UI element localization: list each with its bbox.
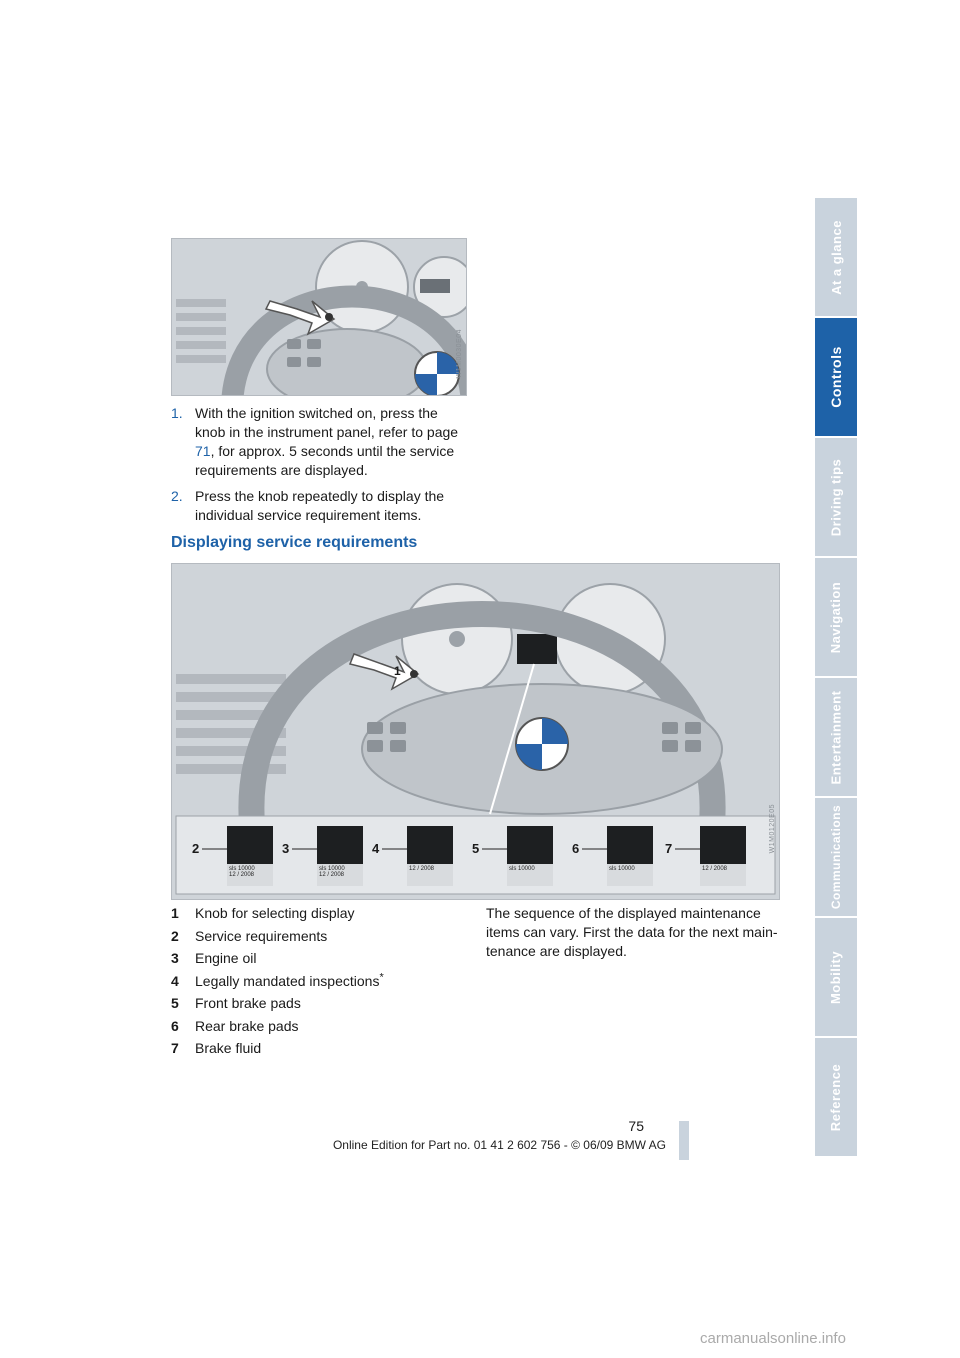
display-4-text	[409, 866, 453, 872]
display-line: sls 10000	[229, 866, 255, 872]
figure-code: W1M0120E05	[769, 804, 776, 854]
footer-edition: Online Edition for Part no. 01 41 2 602 756 - © 06/09 BMW AG	[332, 1138, 666, 1152]
display-line: sls 10000	[509, 866, 535, 872]
callout-1: 1	[394, 664, 401, 678]
tab-at-a-glance[interactable]	[815, 198, 857, 316]
legend-number: 7	[171, 1040, 179, 1056]
instruction-steps	[171, 404, 461, 532]
step-item	[171, 404, 461, 480]
tab-label: Navigation	[828, 581, 844, 653]
legend-label: Front brake pads	[195, 995, 301, 1011]
display-6-text	[609, 866, 653, 872]
legend-label: Rear brake pads	[195, 1017, 299, 1034]
display-line: sls 10000	[319, 866, 345, 872]
legend-item	[171, 994, 471, 1013]
display-number: 5	[472, 841, 480, 856]
step-text-a: With the ignition switched on, press the knob in the instrument panel, refer to page	[195, 405, 459, 440]
legend-label: Knob for selecting display	[195, 905, 355, 921]
figure-knob-location	[171, 238, 467, 396]
page-number: 75	[628, 1118, 644, 1134]
steering-wheel-illustration	[172, 239, 466, 395]
step-number: 1.	[171, 405, 183, 421]
watermark: carmanualsonline.info	[700, 1330, 846, 1347]
tab-label: Mobility	[828, 950, 844, 1004]
tab-label: Controls	[828, 346, 844, 408]
display-number: 6	[572, 841, 580, 856]
tab-communications[interactable]	[815, 798, 857, 916]
tab-entertainment[interactable]	[815, 678, 857, 796]
chapter-tabs	[815, 198, 857, 1158]
display-5-text	[509, 866, 553, 872]
tab-label: Entertainment	[828, 690, 844, 784]
tab-label: Driving tips	[828, 458, 844, 536]
tab-navigation[interactable]	[815, 558, 857, 676]
legend-number: 2	[171, 927, 179, 944]
step-text	[195, 404, 461, 480]
tab-label: Communications	[829, 804, 843, 910]
display-number: 2	[192, 841, 200, 856]
section-title: Displaying service requirements	[171, 534, 418, 551]
legend-item	[171, 949, 471, 968]
step-item	[171, 487, 461, 525]
display-number: 3	[282, 841, 290, 856]
figure-legend	[171, 904, 471, 1062]
legend-label: Service requirements	[195, 927, 328, 944]
figure-code: W1M0030E04	[456, 329, 463, 379]
display-7-text	[702, 866, 746, 872]
legend-label: Legally mandated inspections	[195, 972, 380, 989]
legend-label: Brake fluid	[195, 1040, 262, 1056]
legend-number: 1	[171, 905, 179, 921]
step-text: Press the knob repeatedly to display the individual service requirement items.	[195, 488, 445, 523]
figure-service-displays	[171, 563, 780, 900]
optional-equipment-star: *	[379, 970, 384, 983]
legend-number: 3	[171, 950, 179, 966]
display-line: 12 / 2008	[409, 866, 435, 872]
tab-mobility[interactable]	[815, 918, 857, 1036]
legend-label: Engine oil	[195, 950, 257, 966]
legend-item	[171, 927, 471, 946]
legend-number: 4	[171, 972, 179, 989]
legend-item	[171, 972, 471, 991]
legend-item	[171, 1039, 471, 1058]
step-number: 2.	[171, 488, 183, 504]
legend-item	[171, 1017, 471, 1036]
legend-number: 5	[171, 995, 179, 1011]
tab-controls[interactable]	[815, 318, 857, 436]
legend-number: 6	[171, 1017, 179, 1034]
tab-reference[interactable]	[815, 1038, 857, 1156]
tab-label: At a glance	[828, 219, 844, 295]
display-line: 12 / 2008	[229, 872, 255, 878]
display-line: 12 / 2008	[319, 872, 345, 878]
sequence-note: The sequence of the displayed maintenance items can vary. First the data for the next main-tenance are displayed.	[486, 905, 778, 959]
step-text-b: , for approx. 5 seconds until the service requirements are displayed.	[195, 443, 455, 478]
display-2-text	[229, 866, 273, 878]
page-marker	[679, 1121, 689, 1160]
display-line: sls 10000	[609, 866, 635, 872]
tab-label: Reference	[828, 1063, 844, 1131]
display-line: 12 / 2008	[702, 866, 728, 872]
display-number: 7	[665, 841, 673, 856]
page-link[interactable]: 71	[195, 443, 211, 459]
display-3-text	[319, 866, 363, 878]
tab-driving-tips[interactable]	[815, 438, 857, 556]
legend-item	[171, 904, 471, 923]
display-number: 4	[372, 841, 380, 856]
